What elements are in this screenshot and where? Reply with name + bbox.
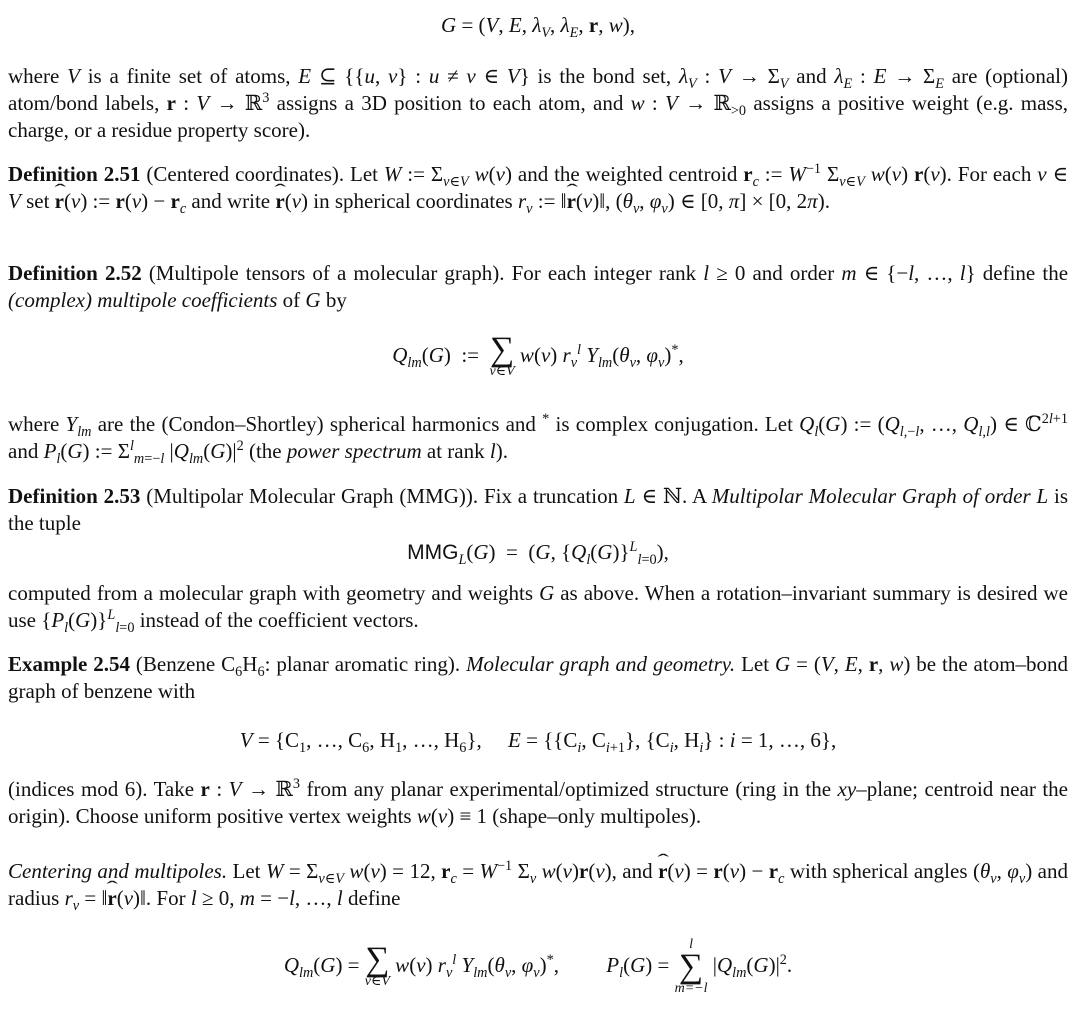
definition-2-52: Definition 2.52 (Multipole tensors of a molecular graph). For each integer rank l ≥ 0 and order m ∈ {−l, …, l} define the (complex) multipole coefficients of G by: [8, 261, 1069, 312]
def-2-51-title: (Centered coordinates).: [146, 162, 345, 186]
def-2-52-after: where $Y_{lm}$ are the (Condon–Shortley) spherical harmonics and * is complex conjugation. Let $Q_l(G)$ := ($Q_{l,-l}$, …, $Q_{l,l}$) ∈ ℂ$^{2l+1}$ and $P_l(G)$ := $\Sigma^l_{m=-l}$ $|Q_{lm}(G)|^2$ (the power spectrum at rank l).: [8, 411, 1068, 468]
def-2-51-label: Definition 2.51: [8, 162, 141, 186]
def-2-53-after: computed from a molecular graph with geometry and weights G as above. When a rotation–invariant summary is desired we use $\{P_l(G)\}^L_{l=0}$ instead of the coefficient vectors.: [8, 581, 1068, 637]
mmg-equation: $MMG_L(G) = (G$, $\{Q_l(G)\}^L_{l=0}$),: [407, 539, 669, 569]
graph-definition-paragraph: where V is a finite set of atoms, E ⊆ {{u, v} : u ≠ v ∈ V} is the bond set, $\lambda_V$ : $V \to \Sigma_V$ and $\lambda_E$ : $E \to \Sigma_E$ are (optional) atom/bond labels, r : V → ℝ$^3$ assigns a 3D position to each atom, and w : V → ℝ$_{>0}$ assigns a positive weight (e.g. mass, charge, or a residue property score).: [8, 64, 1068, 142]
def-2-53-title: (Multipolar Molecular Graph (MMG)).: [146, 484, 479, 508]
multipole-equation: $Q_{lm}(G)$ := ∑ v∈V w(v) $r_v^l$ $Y_{lm}(\theta_v$, $\varphi_v)^*$,: [392, 331, 684, 379]
def-2-52-label: Definition 2.52: [8, 261, 142, 285]
def-2-52-title: (Multipole tensors of a molecular graph).: [148, 261, 505, 285]
benzene-graph-equation: $V = \{C_1$, …, $C_6$, $H_1$, …, $H_6$}, $E = \{\{C_i$, $C_{i+1}$}, {$C_i$, $H_i$} : i = 1, …, 6},: [239, 728, 837, 757]
centering-title: Centering and multipoles.: [8, 859, 228, 883]
centering-paragraph: Centering and multipoles. Let $W = \Sigma_{v\in V}$ w(v) = 12, $r_c = W^{-1}$ $\Sigma_v$ w(v)r(v), and ˆ $r(v) = r(v) - r_c$ with spherical angles ($\theta_v$, $\varphi_v$) and radius $r_v$ = ‖ˆ r(v)‖. For l ≥ 0, m = −l, …, l define: [8, 858, 1068, 912]
ex-2-54-after: (indices mod 6). Take r : V → ℝ$^3$ from any planar experimental/optimized structure (ring in the xy–plane; centroid near the origin). Choose uniform positive vertex weights w(v) ≡ 1 (shape–only multipoles).: [8, 776, 1069, 828]
top-equation: G = (V, E, $\lambda_V$, $\lambda_E$, r, w),: [441, 13, 635, 42]
definition-2-53: Definition 2.53 (Multipolar Molecular Graph (MMG)). Fix a truncation L ∈ ℕ. A Multipolar Molecular Graph of order L is the tuple: [8, 484, 1069, 535]
ex-2-54-label: Example 2.54: [8, 652, 130, 676]
ex-2-54-subtitle: Molecular graph and geometry.: [466, 652, 736, 676]
example-2-54: Example 2.54 (Benzene $C_6H_6$: planar aromatic ring). Molecular graph and geometry. Let G = (V, E, r, w) be the atom–bond graph of benzene with: [8, 652, 1069, 703]
final-equation: $Q_{lm}(G)$ = ∑ v∈V w(v) $r_v^l$ $Y_{lm}(\theta_v$, $\varphi_v)^*$, $P_l(G)$ = l ∑ m=−l $|Q_{lm}(G)|^2$.: [283, 937, 793, 996]
def-2-53-label: Definition 2.53: [8, 484, 141, 508]
definition-2-51: Definition 2.51 (Centered coordinates). Let W := $\Sigma_{v\in V}$ w(v) and the weighted centroid $r_c$ := $W^{-1}$ $\Sigma_{v\in V}$ w(v) r(v). For each v ∈ V set ˆ r(v) := $r(v) - r_c$ and write ˆ r(v) in spherical coordinates $r_v$ := ‖ˆ r(v)‖, ($\theta_v$, $\varphi_v$) ∈ [0, π] × [0, 2π).: [8, 161, 1068, 215]
